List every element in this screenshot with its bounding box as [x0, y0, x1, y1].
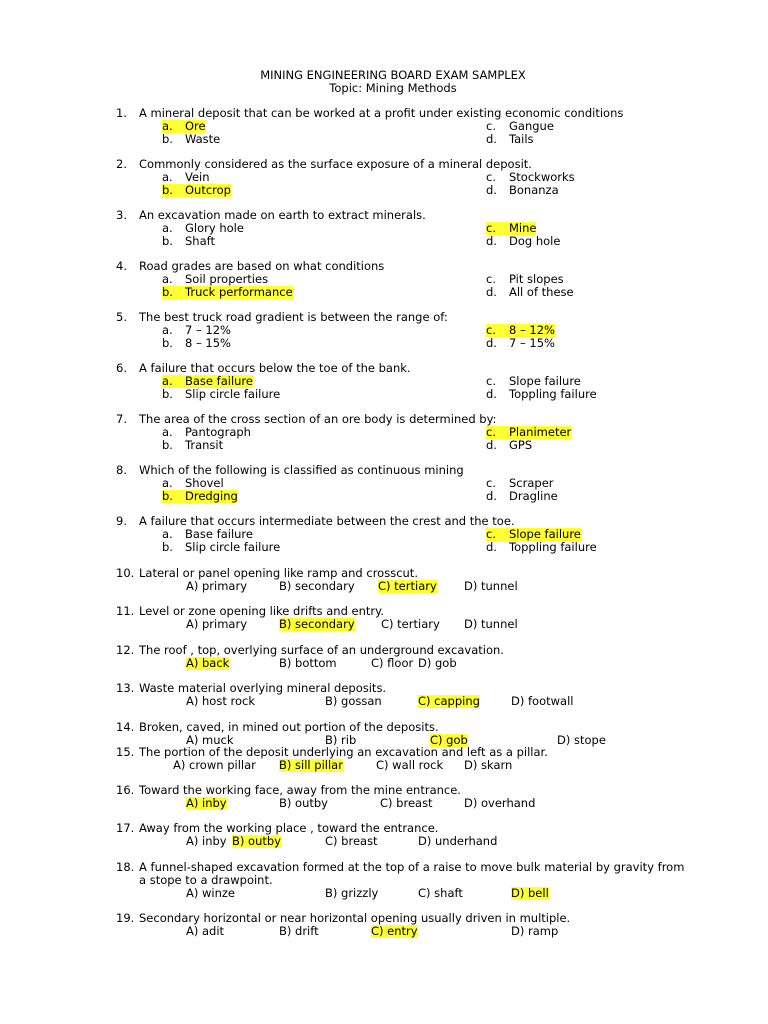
option-text: Dragline: [509, 489, 558, 503]
option-text: Dredging: [185, 489, 238, 503]
question-text: The best truck road gradient is between the range of:: [139, 310, 448, 324]
question-number: 7.: [116, 412, 127, 426]
option-letter: b.: [162, 234, 173, 248]
option-text: Waste: [185, 132, 221, 146]
option-letter: d.: [486, 234, 497, 248]
question-number: 4.: [116, 259, 127, 273]
option-letter: c.: [486, 323, 496, 337]
option-letter: c.: [486, 476, 496, 490]
option-letter: d.: [486, 489, 497, 503]
option-letter: d.: [486, 132, 497, 146]
option-text: GPS: [509, 438, 533, 452]
question-text: Waste material overlying mineral deposits.: [139, 681, 387, 695]
option-text: Tails: [509, 132, 534, 146]
option-letter: c.: [486, 272, 496, 286]
option-text: Scraper: [509, 476, 554, 490]
choice: D) gob: [418, 656, 457, 670]
choice-answer: A) back: [186, 656, 230, 670]
option-text: Glory hole: [185, 221, 244, 235]
option-text: Truck performance: [185, 285, 293, 299]
option-letter: c.: [486, 527, 496, 541]
choice: D) overhand: [464, 796, 536, 810]
question-text: Toward the working face, away from the mine entrance.: [139, 783, 461, 797]
option-text: Slip circle failure: [185, 387, 281, 401]
question-number: 16.: [116, 783, 135, 797]
choice: B) rib: [325, 733, 357, 747]
option-text: Outcrop: [185, 183, 231, 197]
option-text: Toppling failure: [509, 387, 597, 401]
option-b-answer: [162, 184, 231, 197]
choice: A) muck: [186, 733, 234, 747]
option-text: Pantograph: [185, 425, 251, 439]
question-text-continued: a stope to a drawpoint.: [139, 873, 273, 887]
option-text: Transit: [185, 438, 224, 452]
option-letter: b.: [162, 540, 173, 554]
question-number: 6.: [116, 361, 127, 375]
option-letter: a.: [162, 527, 173, 541]
option-text: Slip circle failure: [185, 540, 281, 554]
choice: C) wall rock: [376, 758, 444, 772]
option-text: 7 – 15%: [509, 336, 555, 350]
option-b-answer: [162, 490, 238, 503]
question-number: 3.: [116, 208, 127, 222]
question-text: Secondary horizontal or near horizontal opening usually driven in multiple.: [139, 911, 571, 925]
choice: D) skarn: [464, 758, 513, 772]
question-number: 17.: [116, 821, 135, 835]
option-b: [162, 541, 280, 554]
question-number: 12.: [116, 643, 135, 657]
option-letter: a.: [162, 374, 173, 388]
option-letter: b.: [162, 132, 173, 146]
question-number: 14.: [116, 720, 135, 734]
question-number: 15.: [116, 745, 135, 759]
option-d: [486, 439, 532, 452]
choice-answer: C) gob: [430, 733, 468, 747]
option-text: Dog hole: [509, 234, 561, 248]
question-text: Lateral or panel opening like ramp and crosscut.: [139, 566, 418, 580]
option-text: 8 – 12%: [509, 323, 555, 337]
choice: B) outby: [279, 796, 328, 810]
question-text: Which of the following is classified as continuous mining: [139, 463, 464, 477]
choice: A) primary: [186, 579, 248, 593]
question-number: 11.: [116, 604, 135, 618]
choice-answer: B) outby: [232, 834, 281, 848]
option-b-answer: [162, 286, 293, 299]
choice: C) shaft: [418, 886, 463, 900]
option-b: [162, 133, 220, 146]
question-text: Level or zone opening like drifts and entry.: [139, 604, 384, 618]
choice: B) grizzly: [325, 886, 379, 900]
option-text: Shaft: [185, 234, 215, 248]
option-letter: d.: [486, 285, 497, 299]
option-text: Mine: [509, 221, 537, 235]
option-letter: a.: [162, 119, 173, 133]
question-text: Away from the working place , toward the entrance.: [139, 821, 439, 835]
question-text: The portion of the deposit underlying an excavation and left as a pillar.: [139, 745, 548, 759]
option-text: Toppling failure: [509, 540, 597, 554]
question-text: Commonly considered as the surface exposure of a mineral deposit.: [139, 157, 532, 171]
option-letter: d.: [486, 183, 497, 197]
question-number: 1.: [116, 106, 127, 120]
option-text: Soil properties: [185, 272, 269, 286]
choice: A) adit: [186, 924, 225, 938]
choice-answer: B) sill pillar: [279, 758, 343, 772]
option-letter: a.: [162, 323, 173, 337]
option-letter: a.: [162, 221, 173, 235]
page-title: MINING ENGINEERING BOARD EXAM SAMPLEX: [260, 68, 526, 82]
option-letter: a.: [162, 272, 173, 286]
option-text: Shovel: [185, 476, 224, 490]
option-d: [486, 541, 597, 554]
question-text: Broken, caved, in mined out portion of the deposits.: [139, 720, 439, 734]
question-number: 13.: [116, 681, 135, 695]
option-text: 7 – 12%: [185, 323, 231, 337]
option-d: [486, 133, 534, 146]
question-text: A failure that occurs below the toe of the bank.: [139, 361, 411, 375]
choice: A) winze: [186, 886, 236, 900]
choice: D) underhand: [418, 834, 498, 848]
question-number: 19.: [116, 911, 135, 925]
option-b: [162, 388, 280, 401]
option-letter: d.: [486, 387, 497, 401]
choice: C) breast: [325, 834, 378, 848]
option-letter: a.: [162, 425, 173, 439]
option-letter: b.: [162, 438, 173, 452]
option-letter: c.: [486, 119, 496, 133]
option-d: [486, 490, 558, 503]
question-number: 18.: [116, 860, 135, 874]
option-d: [486, 388, 597, 401]
choice: A) inby: [186, 834, 227, 848]
choice-answer: D) bell: [511, 886, 549, 900]
option-letter: c.: [486, 170, 496, 184]
option-text: Stockworks: [509, 170, 575, 184]
option-text: Bonanza: [509, 183, 559, 197]
question-text: The roof , top, overlying surface of an underground excavation.: [139, 643, 504, 657]
choice-answer: C) entry: [371, 924, 418, 938]
option-text: Base failure: [185, 374, 253, 388]
choice: B) gossan: [325, 694, 382, 708]
choice: B) secondary: [279, 579, 355, 593]
option-letter: c.: [486, 221, 496, 235]
choice: A) crown pillar: [173, 758, 256, 772]
choice-answer: A) inby: [186, 796, 227, 810]
page-topic: Topic: Mining Methods: [329, 81, 457, 95]
option-text: Vein: [185, 170, 210, 184]
option-letter: b.: [162, 285, 173, 299]
option-d: [486, 286, 574, 299]
choice: D) tunnel: [464, 617, 518, 631]
option-letter: b.: [162, 489, 173, 503]
question-number: 2.: [116, 157, 127, 171]
question-text: A funnel-shaped excavation formed at the top of a raise to move bulk material by gravity from: [139, 860, 685, 874]
choice-answer: C) tertiary: [378, 579, 437, 593]
choice: B) drift: [279, 924, 319, 938]
choice: D) stope: [557, 733, 606, 747]
choice: D) footwall: [511, 694, 574, 708]
option-letter: d.: [486, 336, 497, 350]
option-b: [162, 337, 231, 350]
choice: C) floor: [371, 656, 414, 670]
option-letter: b.: [162, 336, 173, 350]
choice: D) ramp: [511, 924, 559, 938]
choice: B) bottom: [279, 656, 337, 670]
option-letter: c.: [486, 374, 496, 388]
question-text: A mineral deposit that can be worked at a profit under existing economic conditions: [139, 106, 624, 120]
option-text: Ore: [185, 119, 206, 133]
choice-answer: B) secondary: [279, 617, 355, 631]
option-text: Base failure: [185, 527, 253, 541]
option-letter: c.: [486, 425, 496, 439]
question-text: Road grades are based on what conditions: [139, 259, 385, 273]
option-letter: d.: [486, 540, 497, 554]
question-text: A failure that occurs intermediate between the crest and the toe.: [139, 514, 515, 528]
option-letter: b.: [162, 183, 173, 197]
option-letter: a.: [162, 170, 173, 184]
question-number: 8.: [116, 463, 127, 477]
question-text: An excavation made on earth to extract minerals.: [139, 208, 426, 222]
option-text: Gangue: [509, 119, 554, 133]
option-text: Slope failure: [509, 527, 581, 541]
option-letter: b.: [162, 387, 173, 401]
option-text: All of these: [509, 285, 574, 299]
question-number: 9.: [116, 514, 127, 528]
option-text: Slope failure: [509, 374, 581, 388]
choice-answer: C) capping: [418, 694, 480, 708]
option-d: [486, 184, 559, 197]
choice: A) host rock: [186, 694, 255, 708]
option-text: Planimeter: [509, 425, 572, 439]
option-text: 8 – 15%: [185, 336, 231, 350]
option-d: [486, 337, 555, 350]
option-text: Pit slopes: [509, 272, 564, 286]
option-d: [486, 235, 560, 248]
option-letter: d.: [486, 438, 497, 452]
choice: C) tertiary: [381, 617, 440, 631]
question-text: The area of the cross section of an ore body is determined by:: [139, 412, 497, 426]
option-b: [162, 439, 223, 452]
question-number: 10.: [116, 566, 135, 580]
question-number: 5.: [116, 310, 127, 324]
choice: C) breast: [380, 796, 433, 810]
option-letter: a.: [162, 476, 173, 490]
option-b: [162, 235, 215, 248]
choice: A) primary: [186, 617, 248, 631]
choice: D) tunnel: [464, 579, 518, 593]
